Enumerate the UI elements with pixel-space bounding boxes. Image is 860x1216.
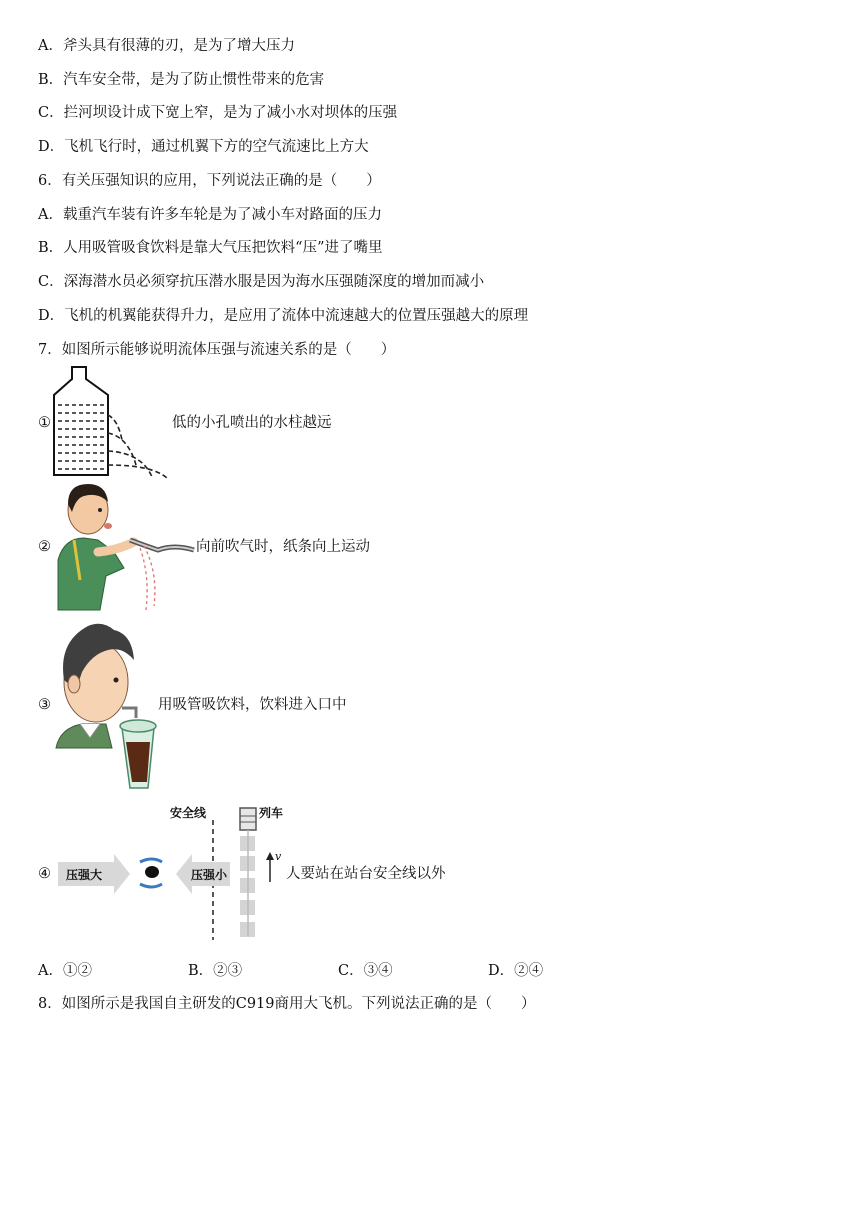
figure-2-caption: 向前吹气时，纸条向上运动 [196, 539, 370, 555]
velocity-label: v [275, 850, 282, 863]
choice-c: C．③④ [338, 963, 393, 979]
option-5b: B．汽车安全带，是为了防止惯性带来的危害 [38, 72, 325, 88]
figure-4-caption: 人要站在站台安全线以外 [286, 866, 446, 882]
figure-1-number: ① [38, 415, 51, 431]
figure-3-number: ③ [38, 697, 51, 713]
option-6a: A．载重汽车装有许多车轮是为了减小车对路面的压力 [38, 207, 382, 223]
choice-b: B．②③ [188, 963, 243, 979]
question-8: 8．如图所示是我国自主研发的C919商用大飞机。下列说法正确的是（ ） [38, 996, 536, 1012]
high-pressure-label: 压强大 [66, 868, 103, 882]
boy-drinking-straw-illustration [52, 620, 162, 790]
figure-1-caption: 低的小孔喷出的水柱越远 [172, 415, 332, 431]
question-6: 6．有关压强知识的应用，下列说法正确的是（ ） [38, 173, 381, 189]
boy-blowing-paper-illustration [54, 480, 199, 612]
figure-2-number: ② [38, 539, 51, 555]
choice-a: A．①② [38, 963, 92, 979]
option-6c: C．深海潜水员必须穿抗压潜水服是因为海水压强随深度的增加而减小 [38, 274, 485, 290]
question-7: 7．如图所示能够说明流体压强与流速关系的是（ ） [38, 342, 396, 358]
option-5c: C．拦河坝设计成下宽上窄，是为了减小水对坝体的压强 [38, 105, 398, 121]
option-6d: D．飞机的机翼能获得升力，是应用了流体中流速越大的位置压强越大的原理 [38, 308, 529, 324]
low-pressure-label: 压强小 [191, 868, 228, 882]
train-label: 列车 [259, 806, 284, 820]
choice-d: D．②④ [488, 963, 544, 979]
safety-line-label: 安全线 [170, 806, 207, 820]
figure-4-number: ④ [38, 866, 51, 882]
bottle-holes-illustration [50, 365, 180, 480]
option-5a: A．斧头具有很薄的刃，是为了增大压力 [38, 38, 295, 54]
figure-3-caption: 用吸管吸饮料，饮料进入口中 [158, 697, 347, 713]
option-6b: B．人用吸管吸食饮料是靠大气压把饮料“压”进了嘴里 [38, 240, 383, 256]
option-5d: D．飞机飞行时，通过机翼下方的空气流速比上方大 [38, 139, 369, 155]
